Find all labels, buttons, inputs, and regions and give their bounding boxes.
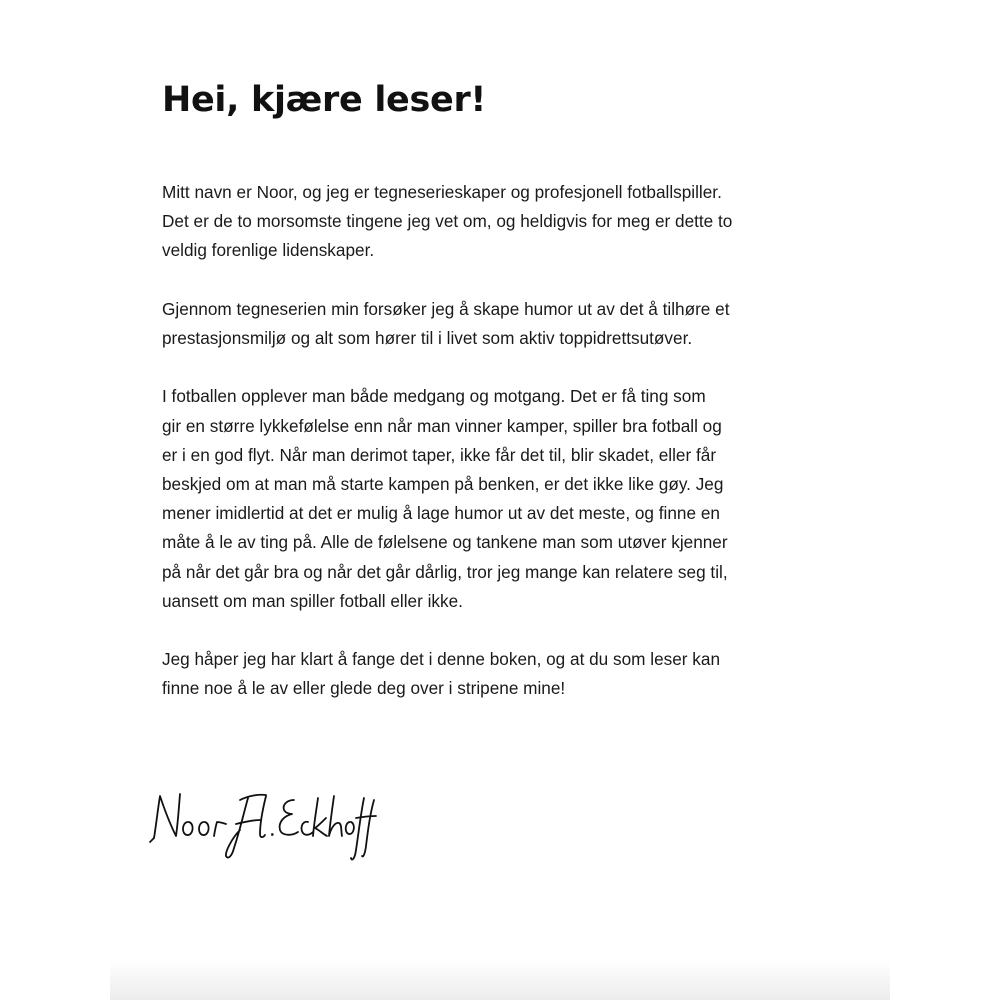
paragraph-1 <box>162 178 802 266</box>
page-edge-shadow <box>110 960 890 1000</box>
paragraph-3 <box>162 382 802 616</box>
text-line: gir en større lykkefølelse enn når man vinner kamper, spiller bra fotball og <box>162 415 722 436</box>
handwritten-signature <box>148 778 378 868</box>
text-line: på når det går bra og når det går dårlig, tror jeg mange kan relatere seg til, <box>162 561 728 582</box>
text-line: måte å le av ting på. Alle de følelsene og tankene man som utøver kjenner <box>162 532 728 553</box>
signature-drawing <box>148 778 378 868</box>
text-line: finne noe å le av eller glede deg over i stripene mine! <box>162 678 566 699</box>
page-title: Hei, kjære leser! <box>162 80 487 120</box>
paragraph-4 <box>162 645 802 703</box>
text-line: er i en god flyt. Når man derimot taper, ikke får det til, blir skadet, eller får <box>162 444 717 465</box>
text-line: Gjennom tegneserien min forsøker jeg å skape humor ut av det å tilhøre et <box>162 298 730 319</box>
text-line: uansett om man spiller fotball eller ikke. <box>162 590 463 611</box>
text-line: beskjed om at man må starte kampen på benken, er det ikke like gøy. Jeg <box>162 474 724 494</box>
text-line: Mitt navn er Noor, og jeg er tegneserieskaper og profesjonell fotballspiller. <box>162 182 722 202</box>
text-line: mener imidlertid at det er mulig å lage humor ut av det meste, og finne en <box>162 503 720 524</box>
text-line: Det er de to morsomste tingene jeg vet om, og heldigvis for meg er dette to <box>162 211 733 232</box>
text-line: Jeg håper jeg har klart å fange det i denne boken, og at du som leser kan <box>162 649 721 670</box>
text-line: veldig forenlige lidenskaper. <box>162 240 375 261</box>
letter-body <box>162 178 802 733</box>
paragraph-2 <box>162 295 802 353</box>
text-line: prestasjonsmiljø og alt som hører til i livet som aktiv toppidrettsutøver. <box>162 328 693 348</box>
text-line: I fotballen opplever man både medgang og motgang. Det er få ting som <box>162 386 706 407</box>
